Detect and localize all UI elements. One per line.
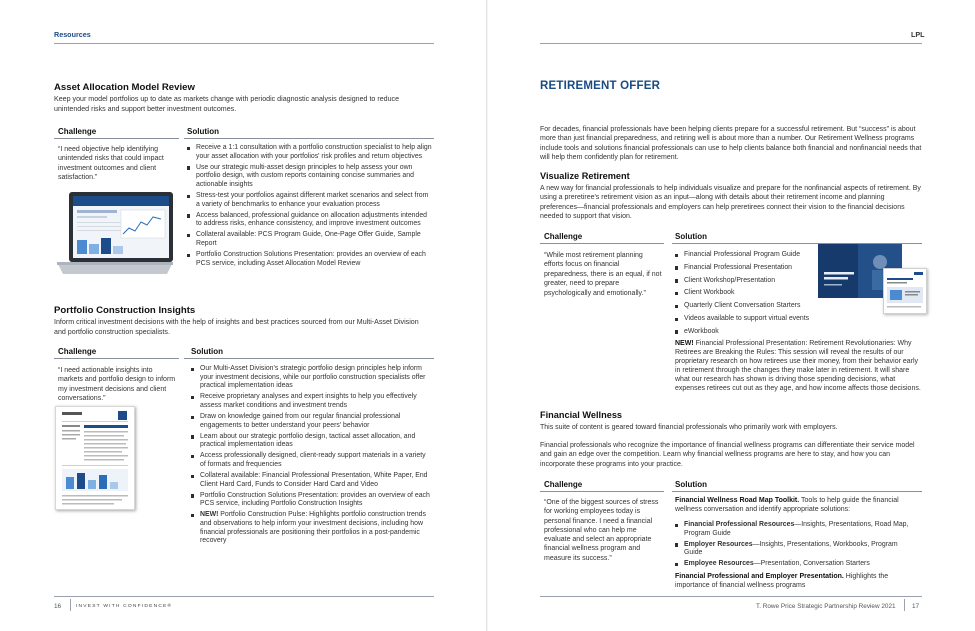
bullet-item: Learn about our strategic portfolio design, tactical asset allocation, and practical implementation ideas: [191, 433, 433, 450]
challenge-heading: Challenge: [544, 480, 583, 489]
portfolio-construction-quote: “I need actionable insights into markets and portfolio design to inform my investment decisions and client conversations.”: [58, 367, 176, 403]
bullet-text: —Presentation, Conversation Starters: [753, 560, 870, 568]
bullet-bold: Employee Resources: [684, 560, 754, 568]
retirement-intro: For decades, financial professionals have been helping clients prepare for a successful retirement. But “success” is about more than just financial preparedness, and retiring well is about more than a number. Our Retirement Wellness programs include tools and solutions financial professionals can use to help clients balance both financial and nonfinancial needs that will help them confidently plan for retirement.: [540, 126, 922, 161]
laptop-image: [55, 188, 175, 280]
running-head-lpl: LPL: [911, 30, 925, 39]
report-cover-image: [55, 406, 135, 510]
bullet-item: Receive proprietary analyses and expert insights to help you effectively assess market conditions and investment trends: [191, 393, 433, 410]
bullet-item: Portfolio Construction Solutions Presentation: provides an overview of each PCS service, including Portfolio Construction Insights: [191, 492, 433, 509]
solution-rule: [184, 138, 434, 139]
portfolio-construction-title: Portfolio Construction Insights: [54, 305, 196, 316]
financial-wellness-title: Financial Wellness: [540, 410, 623, 420]
asset-allocation-bullets: [187, 144, 433, 271]
solution-rule: [672, 491, 922, 492]
asset-allocation-title: Asset Allocation Model Review: [54, 82, 195, 93]
bullet-bold: Financial Professional Resources: [684, 521, 795, 528]
visualize-bullets: [675, 251, 825, 341]
bullet-item: Stress-test your portfolios against different market scenarios and select from a variety of benchmarks to enhance your evaluation process: [187, 192, 433, 209]
footer-title: T. Rowe Price Strategic Partnership Review 2021: [756, 603, 896, 610]
visualize-retirement-intro: A new way for financial professionals to help individuals visualize and prepare for the nonfinancial aspects of retirement. By using a preretiree's retirement vision as an input—along with details about their retirement income and planning preferences—financial professionals and employers can help preretirees connect their vision to the financial decisions needed to support that vision.: [540, 185, 921, 220]
bullet-item: Collateral available: PCS Program Guide, One-Page Offer Guide, Sample Report: [187, 231, 433, 248]
new-text: Financial Professional Presentation: Retirement Revolutionaries: Why Retirees are Breaking the Rules: This session will reveal the results of our proprietary research on how retirees use their money, from their behavior early in retirement through the changes they make later in retirement. It will share what our research has shown is driving those spending decisions, what expenses retirees cut out as they age, and how income affects those decisions.: [675, 340, 921, 392]
portfolio-construction-intro: Inform critical investment decisions with the help of insights and best practices sourced from our Multi-Asset Division and portfolio construction specialists.: [54, 318, 419, 336]
bullet-item: Portfolio Construction Solutions Presentation: provides an overview of each PCS service, including Asset Allocation Model Review: [187, 251, 433, 268]
bullet-item: [675, 521, 915, 538]
closing-label: Financial Professional and Employer Presentation.: [675, 573, 844, 580]
new-text: Portfolio Construction Pulse: Highlights portfolio construction trends and observations to help inform your investment decisions, including how financial professionals are positioning their portfolios in a post-pandemic recovery: [200, 511, 426, 545]
bullet-item-new: [191, 511, 433, 545]
challenge-heading: Challenge: [58, 347, 97, 356]
bullet-item: Our Multi-Asset Division's strategic portfolio design principles help inform your investment decisions, while our portfolio construction specialists offer practical implementation ideas: [191, 365, 433, 391]
solution-heading: Solution: [675, 480, 707, 489]
new-label: NEW!: [675, 340, 694, 347]
left-page: [0, 0, 487, 631]
retirement-offer-title: RETIREMENT OFFER: [540, 80, 661, 92]
challenge-rule: [540, 491, 664, 492]
bullet-item: [675, 541, 915, 558]
bullet-item: Videos available to support virtual events: [675, 315, 825, 324]
footer-separator: [904, 599, 905, 611]
bullet-item: Collateral available: Financial Professional Presentation, White Paper, End Client Hard Card, Funds to Consider Hard Card and Video: [191, 472, 433, 489]
bullet-item: Client Workshop/Presentation: [675, 277, 825, 286]
bullet-text: —Insights, Presentations, Road Map, Program Guide: [684, 521, 909, 537]
footer-rule: [54, 596, 434, 597]
challenge-rule: [54, 358, 179, 359]
toolkit-label: Financial Wellness Road Map Toolkit.: [675, 497, 800, 504]
bullet-item: Financial Professional Presentation: [675, 264, 825, 273]
wellness-bullets: [675, 521, 915, 571]
challenge-rule: [54, 138, 179, 139]
financial-wellness-intro-2: Financial professionals who recognize the importance of financial wellness programs can differentiate their service model and gain an edge over the competition. Learn why financial wellness programs are here to stay, and how you can incorporate these programs into your practice.: [540, 442, 915, 468]
closing-text: Highlights the importance of financial wellness programs: [675, 573, 889, 589]
bullet-item: Client Workbook: [675, 289, 825, 298]
bullet-text: —Insights, Presentations, Workbooks, Program Guide: [684, 540, 898, 557]
workbook-cover-image: [883, 268, 927, 314]
bullet-item: Access balanced, professional guidance on allocation adjustments intended to address risks, enhance consistency, and improve investment outcomes: [187, 212, 433, 229]
visualize-quote: “While most retirement planning efforts focus on financial preparedness, there is an equal, if not greater, need to prepare psychologically and emotionally.”: [544, 252, 662, 297]
wellness-toolkit: [675, 497, 923, 515]
bullet-item: eWorkbook: [675, 328, 825, 337]
bullet-item: Receive a 1:1 consultation with a portfolio construction specialist to help align your asset allocation with your portfolios' risk profiles and return objectives: [187, 144, 433, 161]
financial-wellness-intro-1: This suite of content is geared toward financial professionals who primarily work with employers.: [540, 424, 838, 431]
wellness-closing: [675, 573, 923, 591]
right-page: [488, 0, 975, 631]
toolkit-text: Tools to help guide the financial wellness conversation and identify appropriate solutions:: [675, 497, 899, 513]
new-label: NEW!: [200, 511, 219, 519]
challenge-heading: Challenge: [58, 127, 97, 136]
solution-rule: [184, 358, 434, 359]
bullet-item: [675, 560, 915, 569]
solution-heading: Solution: [187, 127, 219, 136]
asset-allocation-quote: “I need objective help identifying unintended risks that could impact investment outcomes and client satisfaction.”: [58, 146, 164, 182]
challenge-heading: Challenge: [544, 232, 583, 241]
running-head-resources: Resources: [54, 30, 91, 39]
bullet-item: Financial Professional Program Guide: [675, 251, 825, 260]
header-rule: [54, 43, 434, 44]
visualize-new-note: [675, 339, 923, 393]
visualize-retirement-title: Visualize Retirement: [540, 171, 630, 181]
bullet-item: Use our strategic multi-asset design principles to help assess your own portfolio design, with custom reports containing concise summaries and actionable insights: [187, 164, 433, 190]
footer-rule: [540, 596, 922, 597]
asset-allocation-intro: Keep your model portfolios up to date as markets change with periodic diagnostic analysis designed to reduce unintended risks and support better investment outcomes.: [54, 95, 400, 113]
solution-heading: Solution: [191, 347, 223, 356]
tagline: INVEST WITH CONFIDENCE®: [76, 604, 173, 609]
footer-separator: [70, 599, 71, 611]
bullet-item: Access professionally designed, client-ready support materials in a variety of formats and frequencies: [191, 452, 433, 469]
bullet-bold: Employer Resources: [684, 540, 753, 548]
page-number-right: 17: [912, 603, 920, 610]
page-number-left: 16: [54, 603, 62, 610]
bullet-item: Quarterly Client Conversation Starters: [675, 302, 825, 311]
wellness-quote: “One of the biggest sources of stress for working employees today is personal finance. I need a financial professional who can help me evaluate and select an appropriate financial wellness program and measure its success.”: [544, 499, 659, 562]
challenge-rule: [540, 243, 664, 244]
solution-heading: Solution: [675, 232, 707, 241]
header-rule: [540, 43, 922, 44]
bullet-item: Draw on knowledge gained from our regular financial professional engagements to better understand your peers' behavior: [191, 413, 433, 430]
portfolio-construction-bullets: [191, 365, 433, 548]
